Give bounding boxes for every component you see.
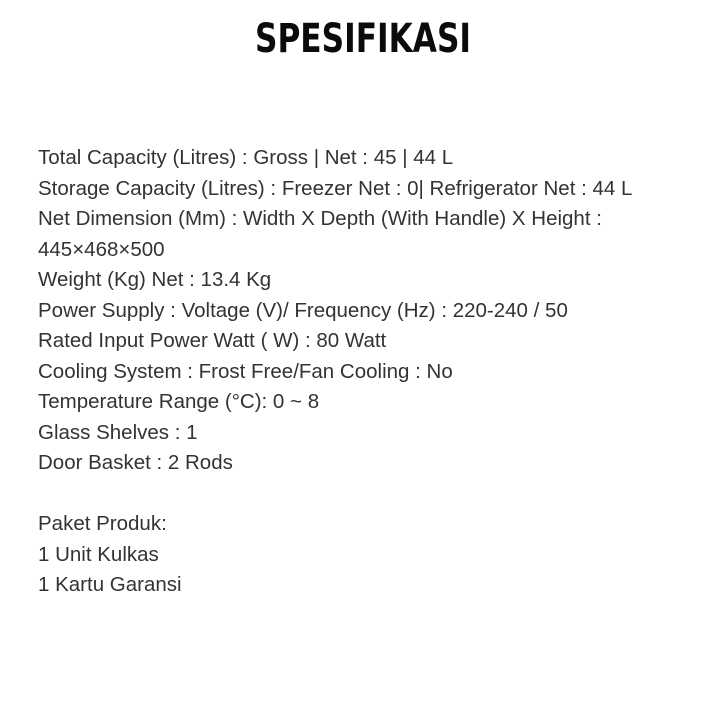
page-title: SPESIFIKASI <box>254 16 472 62</box>
package-item-warranty-card: 1 Kartu Garansi <box>38 573 182 596</box>
spec-item-cooling-system: Cooling System : Frost Free/Fan Cooling : No <box>38 359 453 383</box>
spec-item-total-capacity: Total Capacity (Litres) : Gross | Net : 45 | 44 L <box>38 146 454 169</box>
spec-item-storage-capacity: Storage Capacity (Litres) : Freezer Net : 0| Refrigerator Net : 44 L <box>38 176 633 200</box>
spec-item-net-dimension: Net Dimension (Mm) : Width X Depth (With Handle) X Height : 445×468×500 <box>38 207 602 261</box>
package-heading: Paket Produk: <box>38 512 167 535</box>
spec-item-glass-shelves: Glass Shelves : 1 <box>38 420 198 444</box>
spec-item-weight: Weight (Kg) Net : 13.4 Kg <box>38 268 272 291</box>
spec-list <box>38 143 718 479</box>
package-list <box>38 540 678 601</box>
spec-item-temperature-range: Temperature Range (°C): 0 ~ 8 <box>38 390 320 413</box>
spec-item-door-basket: Door Basket : 2 Rods <box>38 451 233 474</box>
package-item-unit: 1 Unit Kulkas <box>38 542 159 566</box>
spec-item-power-supply: Power Supply : Voltage (V)/ Frequency (Hz) : 220-240 / 50 <box>38 298 568 322</box>
package-section <box>38 509 678 601</box>
spec-item-rated-input-power: Rated Input Power Watt ( W) : 80 Watt <box>38 329 387 352</box>
